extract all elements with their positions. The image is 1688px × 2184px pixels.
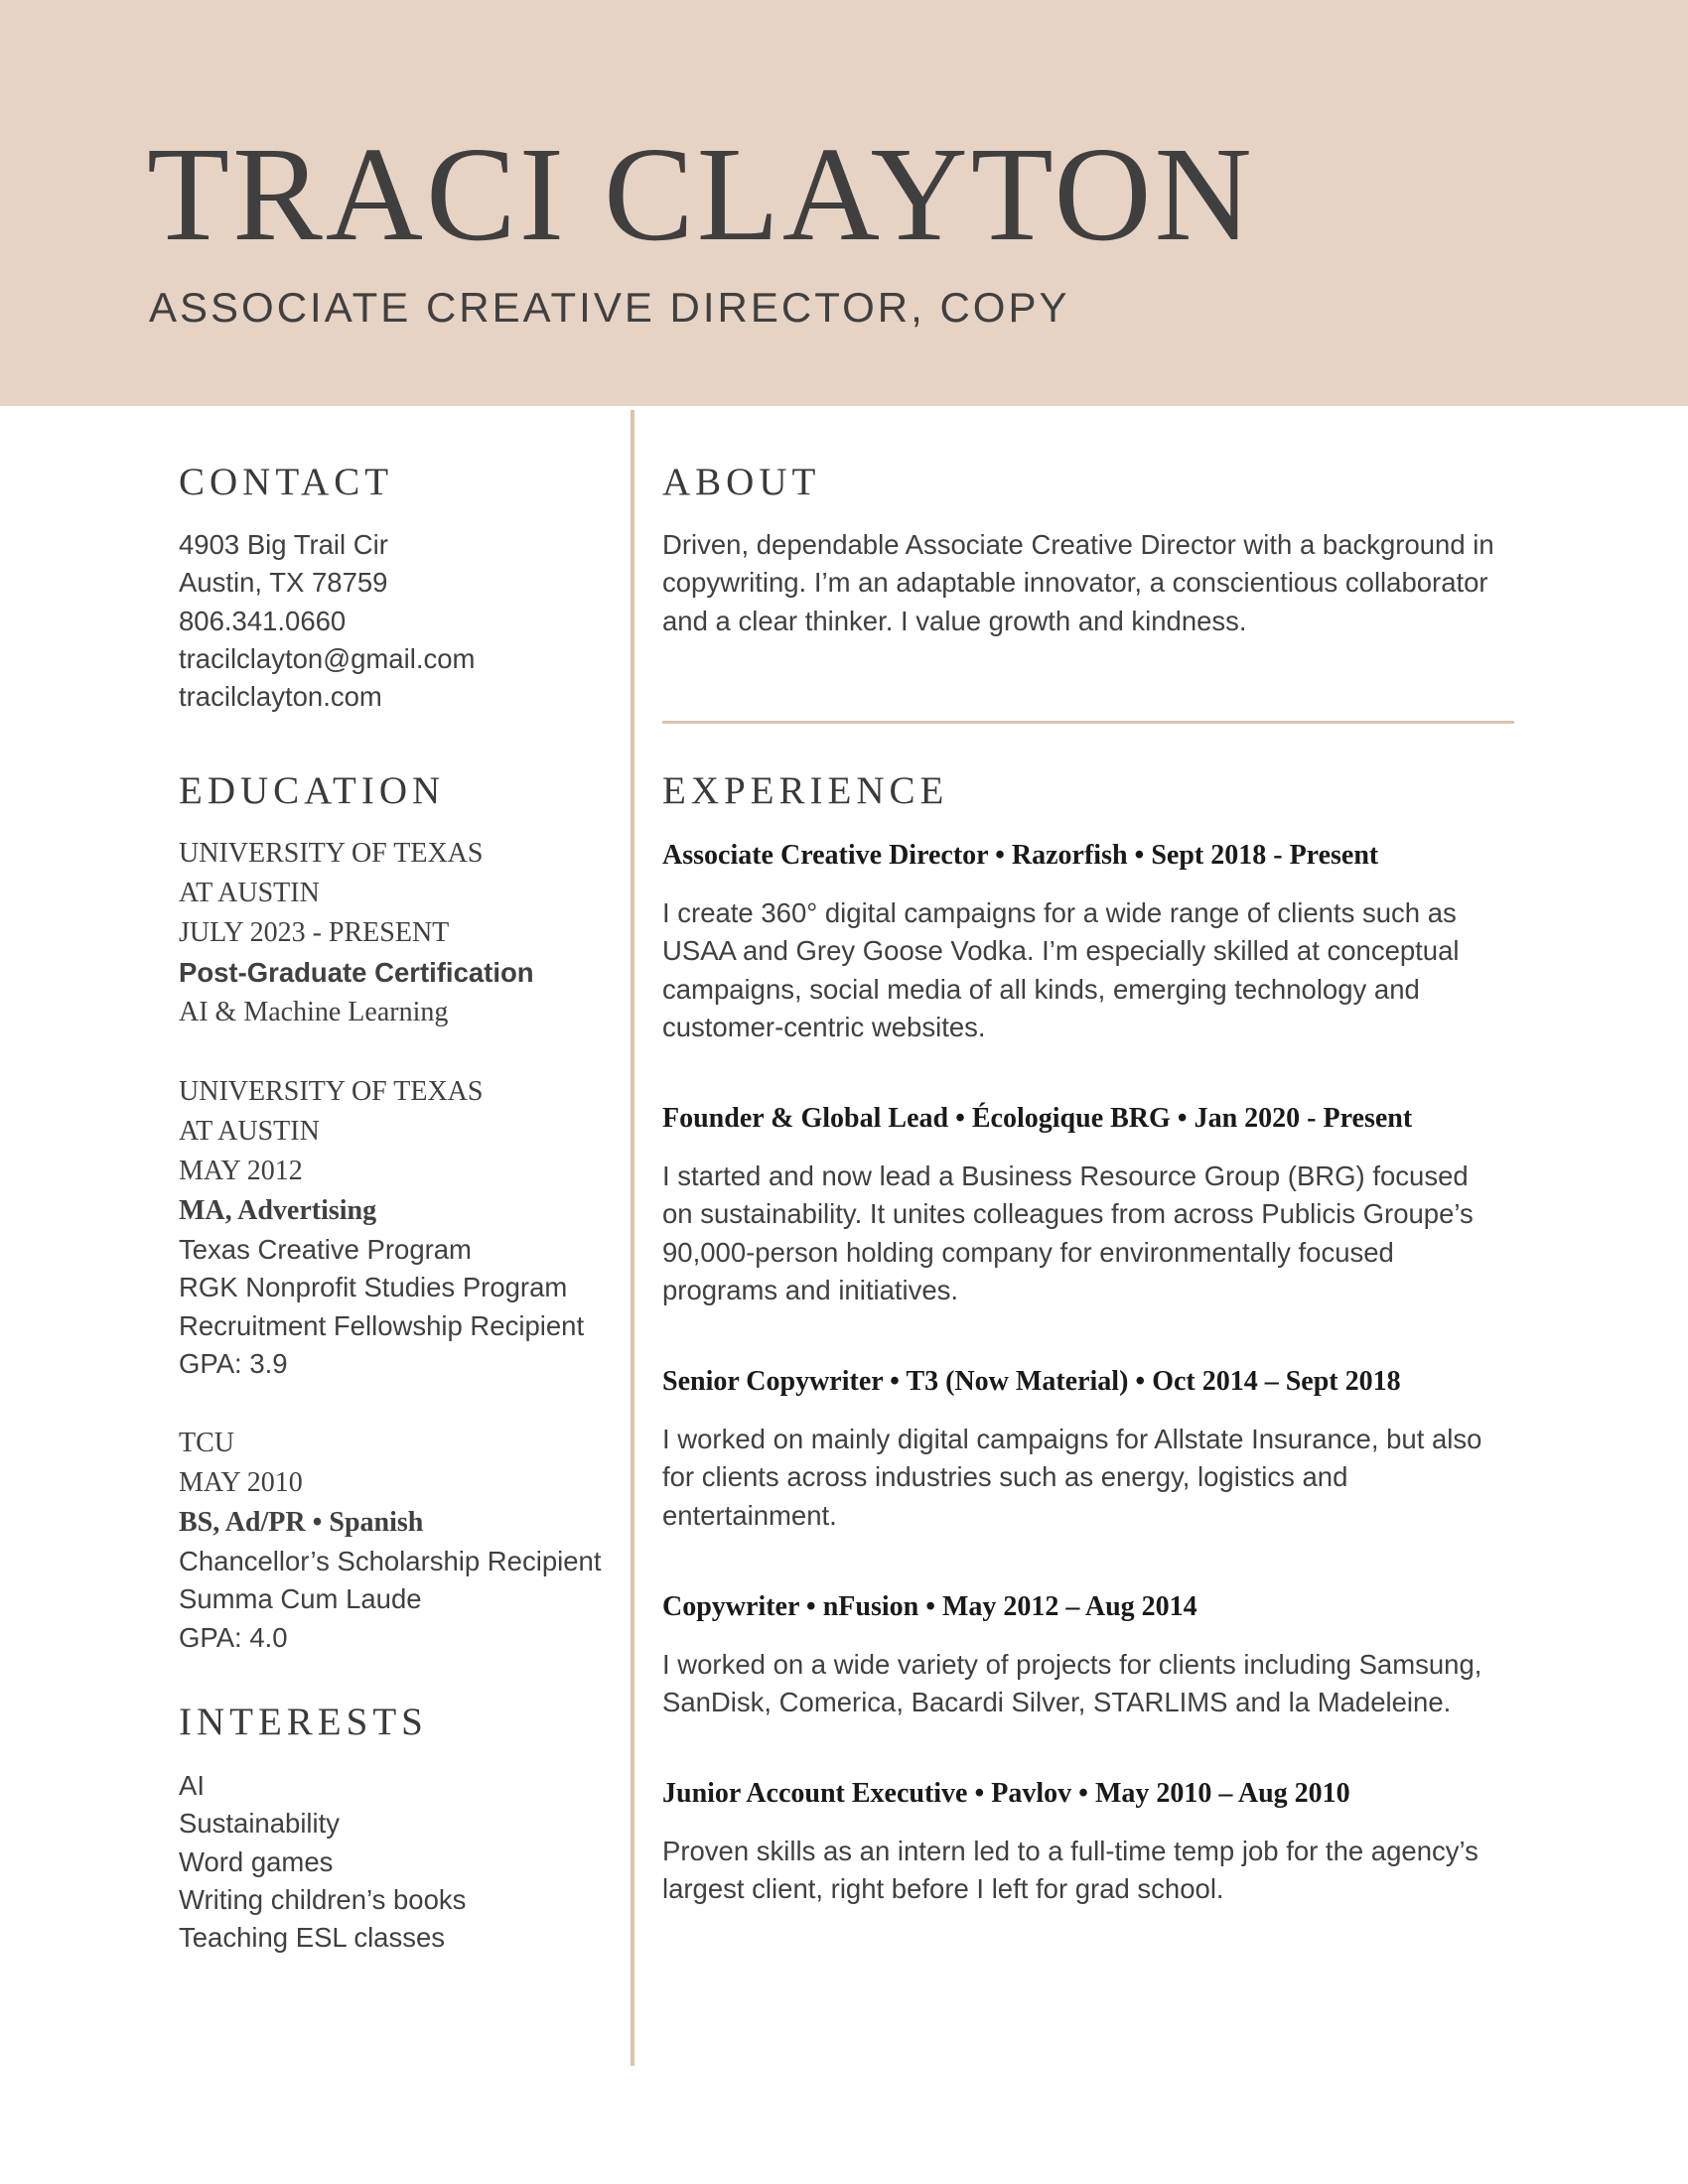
experience-heading: EXPERIENCE (662, 769, 949, 812)
section-divider (662, 721, 1514, 724)
job-title-line: Senior Copywriter • T3 (Now Material) • Oct 2014 – Sept 2018 (662, 1366, 1401, 1397)
job-description (662, 894, 1516, 1046)
education-date: MAY 2010 (179, 1467, 303, 1498)
job-description (662, 1646, 1516, 1722)
job-description-line: on sustainability. It unites colleagues from across Publicis Groupe’s (662, 1198, 1474, 1230)
education-detail: AI & Machine Learning (179, 997, 449, 1027)
job-description-line: campaigns, social media of all kinds, emerging technology and (662, 973, 1420, 1005)
job-description-line: entertainment. (662, 1499, 837, 1531)
education-entry (179, 1072, 616, 1383)
interest-item: Sustainability (179, 1808, 341, 1840)
column-divider (631, 410, 634, 2066)
education-school-campus: AT AUSTIN (179, 1116, 320, 1147)
contact-heading: CONTACT (179, 461, 394, 503)
job-description (662, 1158, 1516, 1309)
education-date: JULY 2023 - PRESENT (179, 917, 450, 948)
candidate-name: TRACI CLAYTON (147, 120, 1255, 269)
job-title-line: Founder & Global Lead • Écologique BRG • Jan 2020 - Present (662, 1103, 1413, 1134)
job-description-line: I create 360° digital campaigns for a wide range of clients such as (662, 897, 1457, 928)
education-degree: BS, Ad/PR • Spanish (179, 1507, 424, 1538)
contact-section (179, 526, 616, 716)
about-line: Driven, dependable Associate Creative Director with a background in (662, 529, 1494, 560)
contact-phone[interactable]: 806.341.0660 (179, 605, 347, 636)
header-band (0, 0, 1688, 406)
job-description (662, 1833, 1516, 1909)
education-detail: Recruitment Fellowship Recipient (179, 1309, 585, 1341)
job-description-line: I worked on mainly digital campaigns for Allstate Insurance, but also (662, 1424, 1482, 1454)
about-heading: ABOUT (662, 461, 821, 503)
education-detail: Summa Cum Laude (179, 1583, 422, 1615)
interests-heading: INTERESTS (179, 1701, 428, 1743)
education-degree: Post-Graduate Certification (179, 957, 534, 988)
education-detail: Texas Creative Program (179, 1234, 472, 1265)
job-title-line: Junior Account Executive • Pavlov • May 2010 – Aug 2010 (662, 1778, 1350, 1809)
education-school: TCU (179, 1428, 234, 1458)
contact-website[interactable]: tracilclayton.com (179, 681, 382, 713)
education-heading: EDUCATION (179, 769, 446, 812)
education-school-campus: AT AUSTIN (179, 878, 320, 908)
job-description-line: I started and now lead a Business Resource Group (BRG) focused (662, 1160, 1469, 1191)
about-line: copywriting. I’m an adaptable innovator, a conscientious collaborator (662, 567, 1488, 599)
education-school: UNIVERSITY OF TEXAS (179, 1076, 484, 1107)
job-description-line: 90,000-person holding company for environmentally focused (662, 1236, 1394, 1268)
job-description-line: I worked on a wide variety of projects for clients including Samsung, (662, 1649, 1482, 1680)
education-gpa: GPA: 3.9 (179, 1347, 288, 1379)
education-detail: RGK Nonprofit Studies Program (179, 1272, 568, 1303)
job-title-line: Copywriter • nFusion • May 2012 – Aug 2014 (662, 1591, 1197, 1622)
education-entry (179, 834, 616, 1032)
education-entry (179, 1424, 616, 1657)
about-line: and a clear thinker. I value growth and kindness. (662, 605, 1247, 636)
education-detail: Chancellor’s Scholarship Recipient (179, 1546, 602, 1576)
education-date: MAY 2012 (179, 1156, 303, 1186)
interest-item: AI (179, 1770, 205, 1801)
job-description-line: Proven skills as an intern led to a full-time temp job for the agency’s (662, 1836, 1478, 1866)
interest-item: Teaching ESL classes (179, 1922, 446, 1954)
education-gpa: GPA: 4.0 (179, 1621, 288, 1653)
education-school: UNIVERSITY OF TEXAS (179, 838, 484, 869)
job-description-line: programs and initiatives. (662, 1274, 959, 1305)
interest-item: Word games (179, 1845, 334, 1877)
contact-address-line1: 4903 Big Trail Cir (179, 529, 388, 560)
job-description-line: SanDisk, Comerica, Bacardi Silver, STARLIMS and la Madeleine. (662, 1687, 1452, 1718)
about-text (662, 526, 1526, 640)
candidate-title: ASSOCIATE CREATIVE DIRECTOR, COPY (149, 284, 1070, 331)
contact-email[interactable]: tracilclayton@gmail.com (179, 642, 476, 674)
interest-item: Writing children’s books (179, 1883, 467, 1915)
contact-address-line2: Austin, TX 78759 (179, 567, 388, 599)
education-degree: MA, Advertising (179, 1195, 377, 1226)
job-description-line: USAA and Grey Goose Vodka. I’m especially skilled at conceptual (662, 935, 1460, 967)
job-description-line: for clients across industries such as energy, logistics and (662, 1461, 1348, 1493)
job-title-line: Associate Creative Director • Razorfish • Sept 2018 - Present (662, 840, 1379, 871)
interests-list (179, 1767, 616, 1957)
job-description-line: largest client, right before I left for grad school. (662, 1873, 1224, 1905)
job-description (662, 1421, 1516, 1535)
job-description-line: customer-centric websites. (662, 1011, 986, 1042)
